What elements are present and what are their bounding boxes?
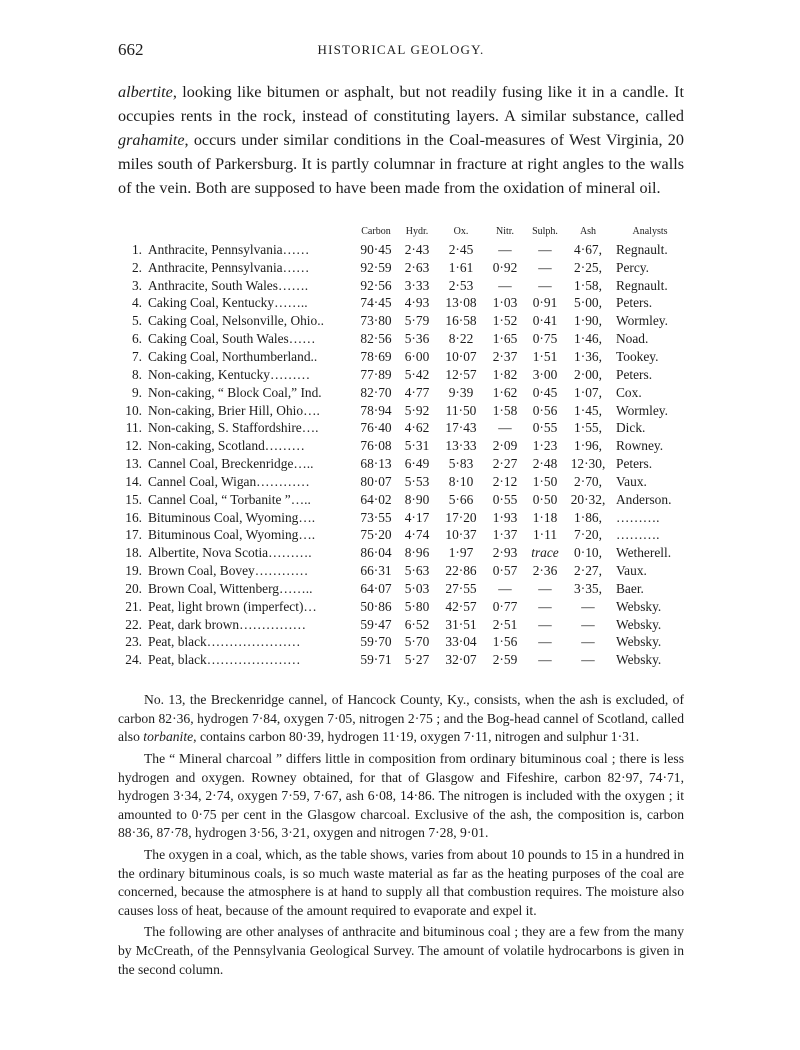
nitrogen-value: — bbox=[498, 241, 512, 257]
nitrogen-value: 1·82 bbox=[492, 366, 518, 382]
hydrogen-value: 4·93 bbox=[404, 295, 430, 311]
nitrogen-value: 1·65 bbox=[492, 331, 518, 347]
sulphur-value: 0·56 bbox=[532, 402, 558, 418]
sulphur-value: 3·00 bbox=[532, 366, 558, 382]
row-number: 23. bbox=[125, 634, 142, 650]
hydrogen-value: 6·52 bbox=[404, 616, 430, 632]
carbon-value: 86·04 bbox=[360, 545, 392, 561]
oxygen-value: 8·10 bbox=[448, 473, 474, 489]
substance-name: Non-caking, Brier Hill, Ohio…. bbox=[148, 402, 320, 418]
table-row bbox=[118, 437, 684, 455]
substance-name: Bituminous Coal, Wyoming…. bbox=[148, 509, 316, 525]
analyst-name: Cox. bbox=[616, 384, 642, 400]
table-row bbox=[118, 455, 684, 473]
italic-term: torbanite bbox=[143, 729, 194, 745]
sulphur-value: — bbox=[538, 616, 552, 632]
substance-name: Anthracite, Pennsylvania…… bbox=[148, 259, 310, 275]
row-number: 2. bbox=[131, 259, 142, 275]
ash-value: 1·96, bbox=[574, 438, 602, 454]
table-row bbox=[118, 473, 684, 491]
analyst-name: Baer. bbox=[616, 580, 644, 596]
text-run: The “ Mineral charcoal ” differs little in composition from ordinary bituminous coal ; there is less hydrogen and oxygen. Rowney obtained, for that of Glasgow and Fifeshire, carbon 82·97, 74·71, hydrogen 3·34, 2·74, oxygen 7·59, 7·67, ash 6·08, 14·86. The nitrogen is included with the oxygen ; it amounted to 0·75 per cent in the Glasgow charcoal. Exclusive of the ash, the composition is, carbon 88·36, 87·78, hydrogen 3·56, 3·21, oxygen and nitrogen 7·28, 9·01. bbox=[118, 751, 684, 841]
row-number: 17. bbox=[125, 527, 142, 543]
substance-name: Peat, dark brown…………… bbox=[148, 616, 307, 632]
ash-value: 2·70, bbox=[574, 473, 602, 489]
nitrogen-value: 2·27 bbox=[492, 456, 518, 472]
hydrogen-value: 5·42 bbox=[404, 366, 430, 382]
analyst-name: Vaux. bbox=[616, 563, 647, 579]
hydrogen-value: 5·92 bbox=[404, 402, 430, 418]
analyst-name: Peters. bbox=[616, 295, 653, 311]
ash-value: — bbox=[581, 616, 595, 632]
substance-name: Albertite, Nova Scotia………. bbox=[148, 545, 312, 561]
carbon-value: 75·20 bbox=[360, 527, 392, 543]
oxygen-value: 16·58 bbox=[445, 313, 477, 329]
row-number: 21. bbox=[125, 598, 142, 614]
table-row bbox=[118, 419, 684, 437]
carbon-value: 76·40 bbox=[360, 420, 392, 436]
nitrogen-value: 2·37 bbox=[492, 348, 518, 364]
sulphur-value: 1·50 bbox=[532, 473, 558, 489]
nitrogen-value: 0·55 bbox=[492, 491, 518, 507]
row-number: 19. bbox=[125, 563, 142, 579]
header-sulphur: Sulph. bbox=[532, 226, 558, 237]
page-number: 662 bbox=[118, 40, 144, 59]
header-oxygen: Ox. bbox=[453, 226, 469, 237]
analyst-name: ………. bbox=[616, 509, 660, 525]
substance-name: Peat, black………………… bbox=[148, 634, 301, 650]
oxygen-value: 1·97 bbox=[448, 545, 474, 561]
hydrogen-value: 5·36 bbox=[404, 331, 430, 347]
ash-value: — bbox=[581, 634, 595, 650]
hydrogen-value: 5·27 bbox=[404, 652, 430, 668]
carbon-value: 73·80 bbox=[360, 313, 392, 329]
table-body bbox=[118, 241, 684, 669]
sulphur-value: — bbox=[538, 634, 552, 650]
nitrogen-value: 1·56 bbox=[492, 634, 518, 650]
substance-name: Brown Coal, Bovey………… bbox=[148, 563, 309, 579]
carbon-value: 68·13 bbox=[360, 456, 392, 472]
ash-value: 7·20, bbox=[574, 527, 602, 543]
carbon-value: 64·07 bbox=[360, 580, 392, 596]
table-row bbox=[118, 384, 684, 402]
analyst-name: Websky. bbox=[616, 598, 662, 614]
analyst-name: Peters. bbox=[616, 366, 653, 382]
analyst-name: Regnault. bbox=[616, 241, 668, 257]
sulphur-value: 0·41 bbox=[532, 313, 558, 329]
hydrogen-value: 3·33 bbox=[404, 277, 430, 293]
sulphur-value: — bbox=[538, 241, 552, 257]
row-number: 7. bbox=[131, 348, 142, 364]
hydrogen-value: 2·43 bbox=[404, 241, 430, 257]
nitrogen-value: 2·59 bbox=[492, 652, 518, 668]
table-header-row bbox=[118, 226, 684, 241]
ash-value: 20·32, bbox=[570, 491, 606, 507]
oxygen-value: 5·66 bbox=[448, 491, 474, 507]
ash-value: 1·58, bbox=[574, 277, 602, 293]
sulphur-value: 0·91 bbox=[532, 295, 558, 311]
sulphur-value: 2·36 bbox=[532, 563, 558, 579]
oxygen-value: 13·08 bbox=[445, 295, 477, 311]
sulphur-value: — bbox=[538, 277, 552, 293]
hydrogen-value: 6·49 bbox=[404, 456, 430, 472]
table-row bbox=[118, 491, 684, 509]
analyst-name: Peters. bbox=[616, 456, 653, 472]
oxygen-value: 12·57 bbox=[445, 366, 477, 382]
substance-name: Caking Coal, Nelsonville, Ohio.. bbox=[148, 313, 324, 329]
nitrogen-value: — bbox=[498, 580, 512, 596]
table-row bbox=[118, 241, 684, 259]
sulphur-value: 0·75 bbox=[532, 331, 558, 347]
carbon-value: 92·59 bbox=[360, 259, 392, 275]
nitrogen-value: — bbox=[498, 420, 512, 436]
ash-value: 1·36, bbox=[574, 348, 602, 364]
nitrogen-value: 2·51 bbox=[492, 616, 518, 632]
table-row bbox=[118, 277, 684, 295]
italic-term: albertite bbox=[118, 83, 173, 101]
table-row bbox=[118, 295, 684, 313]
carbon-value: 90·45 bbox=[360, 241, 392, 257]
substance-name: Non-caking, S. Staffordshire…. bbox=[148, 420, 319, 436]
carbon-value: 78·94 bbox=[360, 402, 392, 418]
hydrogen-value: 5·80 bbox=[404, 598, 430, 614]
table-row bbox=[118, 598, 684, 616]
hydrogen-value: 4·17 bbox=[404, 509, 430, 525]
carbon-value: 64·02 bbox=[360, 491, 392, 507]
oxygen-value: 8·22 bbox=[448, 331, 474, 347]
analyst-name: Tookey. bbox=[616, 348, 659, 364]
ash-value: 4·67, bbox=[574, 241, 602, 257]
oxygen-value: 9·39 bbox=[448, 384, 474, 400]
text-run: , looking like bitumen or asphalt, but not readily fusing like it in a candle. It occupies rents in the rock, instead of constituting layers. A similar substance, called bbox=[118, 83, 684, 125]
header-carbon: Carbon bbox=[361, 226, 391, 237]
substance-name: Caking Coal, Kentucky…….. bbox=[148, 295, 308, 311]
row-number: 8. bbox=[131, 366, 142, 382]
carbon-value: 73·55 bbox=[360, 509, 392, 525]
nitrogen-value: 1·37 bbox=[492, 527, 518, 543]
hydrogen-value: 5·03 bbox=[404, 580, 430, 596]
header-ash: Ash bbox=[579, 226, 597, 237]
substance-name: Peat, black………………… bbox=[148, 652, 301, 668]
hydrogen-value: 5·53 bbox=[404, 473, 430, 489]
analyst-name: Wormley. bbox=[616, 402, 668, 418]
row-number: 11. bbox=[125, 420, 142, 436]
nitrogen-value: 1·52 bbox=[492, 313, 518, 329]
nitrogen-value: 1·03 bbox=[492, 295, 518, 311]
carbon-value: 82·56 bbox=[360, 331, 392, 347]
text-run: The following are other analyses of anthracite and bituminous coal ; they are a few from the many by McCreath, of the Pennsylvania Geological Survey. The amount of volatile hydrocarbons is given in the second column. bbox=[118, 924, 684, 977]
table-row bbox=[118, 634, 684, 652]
nitrogen-value: 0·92 bbox=[492, 259, 518, 275]
row-number: 3. bbox=[131, 277, 142, 293]
text-run: , occurs under similar conditions in the Coal-measures of West Virginia, 20 miles south of Parkersburg. It is partly columnar in fracture at right angles to the walls of the vein. Both are supposed to have been made from the oxidation of mineral oil. bbox=[118, 131, 684, 197]
hydrogen-value: 5·79 bbox=[404, 313, 430, 329]
analyst-name: Rowney. bbox=[616, 438, 664, 454]
substance-name: Bituminous Coal, Wyoming…. bbox=[148, 527, 316, 543]
substance-name: Non-caking, “ Block Coal,” Ind. bbox=[148, 384, 322, 400]
oxygen-value: 17·20 bbox=[445, 509, 477, 525]
ash-value: 2·00, bbox=[574, 366, 602, 382]
row-number: 22. bbox=[125, 616, 142, 632]
oxygen-value: 31·51 bbox=[445, 616, 477, 632]
header-analysts: Analysts bbox=[632, 226, 668, 237]
substance-name: Caking Coal, Northumberland.. bbox=[148, 348, 318, 364]
book-page bbox=[118, 40, 684, 982]
sulphur-value: — bbox=[538, 652, 552, 668]
row-number: 15. bbox=[125, 491, 142, 507]
header-name bbox=[148, 226, 354, 241]
substance-name: Non-caking, Kentucky……… bbox=[148, 366, 311, 382]
row-number: 12. bbox=[125, 438, 142, 454]
carbon-value: 50·86 bbox=[360, 598, 392, 614]
nitrogen-value: 2·93 bbox=[492, 545, 518, 561]
ash-value: 12·30, bbox=[570, 456, 606, 472]
header-nitrogen: Nitr. bbox=[495, 226, 515, 237]
oxygen-value: 1·61 bbox=[448, 259, 474, 275]
row-number: 6. bbox=[131, 331, 142, 347]
ash-value: — bbox=[581, 652, 595, 668]
ash-value: 5·00, bbox=[574, 295, 602, 311]
oxygen-value: 10·37 bbox=[445, 527, 477, 543]
intro-text bbox=[118, 80, 684, 200]
nitrogen-value: 1·62 bbox=[492, 384, 518, 400]
oxygen-value: 13·33 bbox=[445, 438, 477, 454]
substance-name: Cannel Coal, “ Torbanite ”….. bbox=[148, 491, 311, 507]
carbon-value: 74·45 bbox=[360, 295, 392, 311]
sulphur-value: — bbox=[538, 598, 552, 614]
analyst-name: Wetherell. bbox=[616, 545, 672, 561]
substance-name: Cannel Coal, Wigan………… bbox=[148, 473, 310, 489]
substance-name: Non-caking, Scotland……… bbox=[148, 438, 305, 454]
table-row bbox=[118, 259, 684, 277]
sulphur-value: 0·55 bbox=[532, 420, 558, 436]
row-number: 20. bbox=[125, 580, 142, 596]
table-row bbox=[118, 312, 684, 330]
substance-name: Cannel Coal, Breckenridge….. bbox=[148, 456, 314, 472]
table-row bbox=[118, 330, 684, 348]
note-paragraph bbox=[118, 846, 684, 920]
sulphur-value: 0·45 bbox=[532, 384, 558, 400]
note-paragraph bbox=[118, 923, 684, 979]
substance-name: Peat, light brown (imperfect)… bbox=[148, 598, 317, 614]
hydrogen-value: 5·31 bbox=[404, 438, 430, 454]
analyst-name: ………. bbox=[616, 527, 660, 543]
oxygen-value: 11·50 bbox=[445, 402, 477, 418]
header-number bbox=[118, 226, 148, 241]
carbon-value: 59·47 bbox=[360, 616, 392, 632]
text-run: The oxygen in a coal, which, as the table shows, varies from about 10 pounds to 15 in a hundred in the ordinary bituminous coals, is so much waste material as far as the heating purposes of the coal are concerned, because the atmosphere is at hand to supply all that combustion requires. The moisture also causes loss of heat, because of the amount required to evaporate and expel it. bbox=[118, 847, 684, 918]
table-row bbox=[118, 562, 684, 580]
header-hydrogen: Hydr. bbox=[405, 226, 429, 237]
carbon-value: 66·31 bbox=[360, 563, 392, 579]
carbon-value: 78·69 bbox=[360, 348, 392, 364]
sulphur-value: 0·50 bbox=[532, 491, 558, 507]
note-paragraph bbox=[118, 750, 684, 843]
sulphur-value: — bbox=[538, 259, 552, 275]
analyst-name: Percy. bbox=[616, 259, 649, 275]
nitrogen-value: 0·57 bbox=[492, 563, 518, 579]
running-head: HISTORICAL GEOLOGY. bbox=[317, 42, 485, 57]
analyst-name: Regnault. bbox=[616, 277, 668, 293]
row-number: 13. bbox=[125, 456, 142, 472]
ash-value: 1·55, bbox=[574, 420, 602, 436]
table-row bbox=[118, 651, 684, 669]
oxygen-value: 10·07 bbox=[445, 348, 477, 364]
text-run: , contains carbon 80·39, hydrogen 11·19, oxygen 7·11, nitrogen and sulphur 1·31. bbox=[193, 729, 640, 745]
carbon-value: 77·89 bbox=[360, 366, 392, 382]
carbon-value: 82·70 bbox=[360, 384, 392, 400]
row-number: 14. bbox=[125, 473, 142, 489]
nitrogen-value: 2·09 bbox=[492, 438, 518, 454]
hydrogen-value: 4·74 bbox=[404, 527, 430, 543]
row-number: 18. bbox=[125, 545, 142, 561]
hydrogen-value: 8·96 bbox=[404, 545, 430, 561]
analyst-name: Anderson. bbox=[616, 491, 672, 507]
row-number: 4. bbox=[131, 295, 142, 311]
sulphur-value: 1·23 bbox=[532, 438, 558, 454]
oxygen-value: 42·57 bbox=[445, 598, 477, 614]
sulphur-value: 2·48 bbox=[532, 456, 558, 472]
ash-value: 3·35, bbox=[574, 580, 602, 596]
hydrogen-value: 4·77 bbox=[404, 384, 430, 400]
nitrogen-value: 0·77 bbox=[492, 598, 518, 614]
row-number: 9. bbox=[131, 384, 142, 400]
row-number: 1. bbox=[131, 241, 142, 257]
row-number: 16. bbox=[125, 509, 142, 525]
intro-paragraph bbox=[118, 80, 684, 200]
carbon-value: 80·07 bbox=[360, 473, 392, 489]
carbon-value: 59·70 bbox=[360, 634, 392, 650]
table-row bbox=[118, 616, 684, 634]
hydrogen-value: 8·90 bbox=[404, 491, 430, 507]
nitrogen-value: 1·58 bbox=[492, 402, 518, 418]
ash-value: 1·90, bbox=[574, 313, 602, 329]
carbon-value: 59·71 bbox=[360, 652, 392, 668]
oxygen-value: 17·43 bbox=[445, 420, 477, 436]
table-row bbox=[118, 366, 684, 384]
substance-name: Anthracite, Pennsylvania…… bbox=[148, 241, 310, 257]
ash-value: — bbox=[581, 598, 595, 614]
ash-value: 1·45, bbox=[574, 402, 602, 418]
row-number: 5. bbox=[131, 313, 142, 329]
oxygen-value: 33·04 bbox=[445, 634, 477, 650]
analyst-name: Wormley. bbox=[616, 313, 668, 329]
oxygen-value: 2·45 bbox=[448, 241, 474, 257]
oxygen-value: 32·07 bbox=[445, 652, 477, 668]
oxygen-value: 5·83 bbox=[448, 456, 474, 472]
analyst-name: Dick. bbox=[616, 420, 646, 436]
analyst-name: Websky. bbox=[616, 652, 662, 668]
substance-name: Anthracite, South Wales……. bbox=[148, 277, 309, 293]
oxygen-value: 27·55 bbox=[445, 580, 477, 596]
ash-value: 1·86, bbox=[574, 509, 602, 525]
table-row bbox=[118, 348, 684, 366]
sulphur-value: — bbox=[538, 580, 552, 596]
hydrogen-value: 5·63 bbox=[404, 563, 430, 579]
text-run: No. 13, the Breckenridge cannel, of Hancock County, Ky., consists, when the ash is excluded, of carbon 82·36, hydrogen 7·84, oxygen 7·05, nitrogen 2·75 ; and the Bog-head cannel of Scotland, called also bbox=[118, 692, 684, 745]
coal-analyses-table bbox=[118, 226, 684, 669]
table-row bbox=[118, 402, 684, 420]
carbon-value: 92·56 bbox=[360, 277, 392, 293]
analyst-name: Vaux. bbox=[616, 473, 647, 489]
oxygen-value: 22·86 bbox=[445, 563, 477, 579]
substance-name: Brown Coal, Wittenberg…….. bbox=[148, 580, 313, 596]
analyst-name: Websky. bbox=[616, 616, 662, 632]
ash-value: 1·07, bbox=[574, 384, 602, 400]
ash-value: 2·27, bbox=[574, 563, 602, 579]
hydrogen-value: 5·70 bbox=[404, 634, 430, 650]
carbon-value: 76·08 bbox=[360, 438, 392, 454]
hydrogen-value: 6·00 bbox=[404, 348, 430, 364]
italic-term: grahamite bbox=[118, 131, 185, 149]
page-header bbox=[118, 40, 684, 64]
row-number: 24. bbox=[125, 652, 142, 668]
ash-value: 2·25, bbox=[574, 259, 602, 275]
notes-section bbox=[118, 691, 684, 979]
row-number: 10. bbox=[125, 402, 142, 418]
ash-value: 0·10, bbox=[574, 545, 602, 561]
sulphur-value: 1·51 bbox=[532, 348, 558, 364]
table-row bbox=[118, 580, 684, 598]
ash-value: 1·46, bbox=[574, 331, 602, 347]
nitrogen-value: — bbox=[498, 277, 512, 293]
sulphur-value: trace bbox=[531, 545, 559, 561]
sulphur-value: 1·11 bbox=[532, 527, 558, 543]
table-row bbox=[118, 544, 684, 562]
table-row bbox=[118, 509, 684, 527]
substance-name: Caking Coal, South Wales…… bbox=[148, 331, 316, 347]
analyst-name: Websky. bbox=[616, 634, 662, 650]
nitrogen-value: 2·12 bbox=[492, 473, 518, 489]
analyst-name: Noad. bbox=[616, 331, 649, 347]
nitrogen-value: 1·93 bbox=[492, 509, 518, 525]
hydrogen-value: 2·63 bbox=[404, 259, 430, 275]
table-row bbox=[118, 527, 684, 545]
sulphur-value: 1·18 bbox=[532, 509, 558, 525]
oxygen-value: 2·53 bbox=[448, 277, 474, 293]
hydrogen-value: 4·62 bbox=[404, 420, 430, 436]
note-paragraph bbox=[118, 691, 684, 747]
